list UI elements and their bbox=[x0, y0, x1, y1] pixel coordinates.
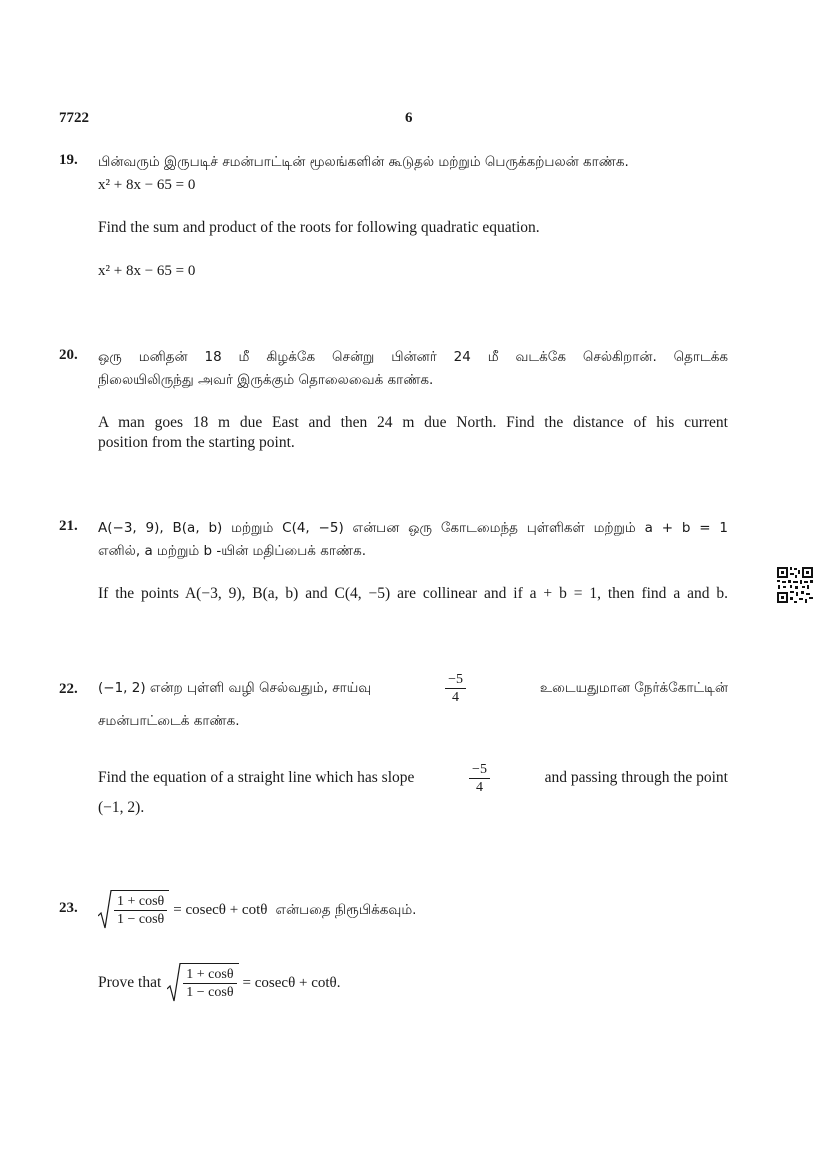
slope-denominator: 4 bbox=[452, 689, 460, 705]
question-tamil-prefix: (−1, 2) என்ற புள்ளி வழி செல்வதும், சாய்வு bbox=[98, 680, 372, 696]
slope-fraction bbox=[469, 761, 490, 796]
question-equation: x² + 8x − 65 = 0 bbox=[98, 177, 196, 193]
question-english-text: Find the sum and product of the roots for following quadratic equation. bbox=[98, 219, 540, 236]
question-tamil-suffix: என்பதை நிரூபிக்கவும். bbox=[275, 902, 417, 918]
page-number: 6 bbox=[405, 110, 413, 126]
question-tamil-text bbox=[98, 668, 728, 708]
paper-code: 7722 bbox=[59, 110, 89, 126]
question-number: 22. bbox=[59, 681, 78, 697]
question-number: 20. bbox=[59, 347, 78, 363]
radical-sign-icon bbox=[167, 963, 181, 1003]
question-tamil-text: A(−3, 9), B(a, b) மற்றும் C(4, −5) என்பன ஒரு கோடமைந்த புள்ளிகள் மற்றும் a + b = 1 bbox=[98, 520, 728, 536]
question-english-text bbox=[98, 962, 728, 1004]
square-root bbox=[167, 963, 238, 1003]
question-english-text: position from the starting point. bbox=[98, 434, 295, 451]
question-tamil-text: பின்வரும் இருபடிச் சமன்பாட்டின் மூலங்களின் கூடுதல் மற்றும் பெருக்கற்பலன் காண்க. bbox=[98, 154, 629, 170]
identity-rhs: = cosecθ + cotθ. bbox=[242, 975, 341, 991]
question-english-prefix: Prove that bbox=[98, 974, 162, 991]
radical-sign-icon bbox=[98, 890, 112, 930]
question-equation: x² + 8x − 65 = 0 bbox=[98, 263, 196, 279]
question-number: 23. bbox=[59, 900, 78, 916]
slope-fraction bbox=[445, 671, 466, 706]
qr-code-icon bbox=[776, 566, 814, 604]
question-english-prefix: Find the equation of a straight line which has slope bbox=[98, 769, 415, 786]
question-tamil-text: நிலையிலிருந்து அவர் இருக்கும் தொலைவைக் காண்க. bbox=[98, 372, 434, 388]
fraction-numerator: 1 + cosθ bbox=[114, 893, 167, 911]
slope-denominator: 4 bbox=[476, 779, 483, 795]
question-tamil-text: ஒரு மனிதன் 18 மீ கிழக்கே சென்று பின்னர் 24 மீ வடக்கே செல்கிறான். தொடக்க bbox=[98, 349, 728, 365]
question-number: 19. bbox=[59, 152, 78, 168]
theta-fraction bbox=[114, 893, 167, 928]
fraction-denominator: 1 − cosθ bbox=[117, 912, 165, 927]
slope-numerator: −5 bbox=[445, 671, 466, 689]
question-english-text: If the points A(−3, 9), B(a, b) and C(4, −5) are collinear and if a + b = 1, then find a and b. bbox=[98, 585, 728, 602]
question-tamil-suffix: உடையதுமான நேர்க்கோட்டின் bbox=[539, 680, 728, 696]
question-tamil-text bbox=[98, 889, 728, 931]
question-tamil-text: எனில், a மற்றும் b -யின் மதிப்பைக் காண்க. bbox=[98, 543, 367, 559]
question-tamil-text: சமன்பாட்டைக் காண்க. bbox=[98, 713, 240, 729]
theta-fraction bbox=[183, 966, 236, 1001]
question-english-text bbox=[98, 758, 728, 798]
question-english-text: A man goes 18 m due East and then 24 m due North. Find the distance of his current bbox=[98, 414, 728, 431]
question-english-suffix: and passing through the point bbox=[544, 769, 728, 786]
square-root bbox=[98, 890, 169, 930]
question-number: 21. bbox=[59, 518, 78, 534]
identity-rhs: = cosecθ + cotθ bbox=[173, 902, 268, 918]
slope-numerator: −5 bbox=[469, 761, 490, 779]
fraction-denominator: 1 − cosθ bbox=[186, 985, 234, 1000]
question-english-text: (−1, 2). bbox=[98, 799, 145, 816]
fraction-numerator: 1 + cosθ bbox=[183, 966, 236, 984]
